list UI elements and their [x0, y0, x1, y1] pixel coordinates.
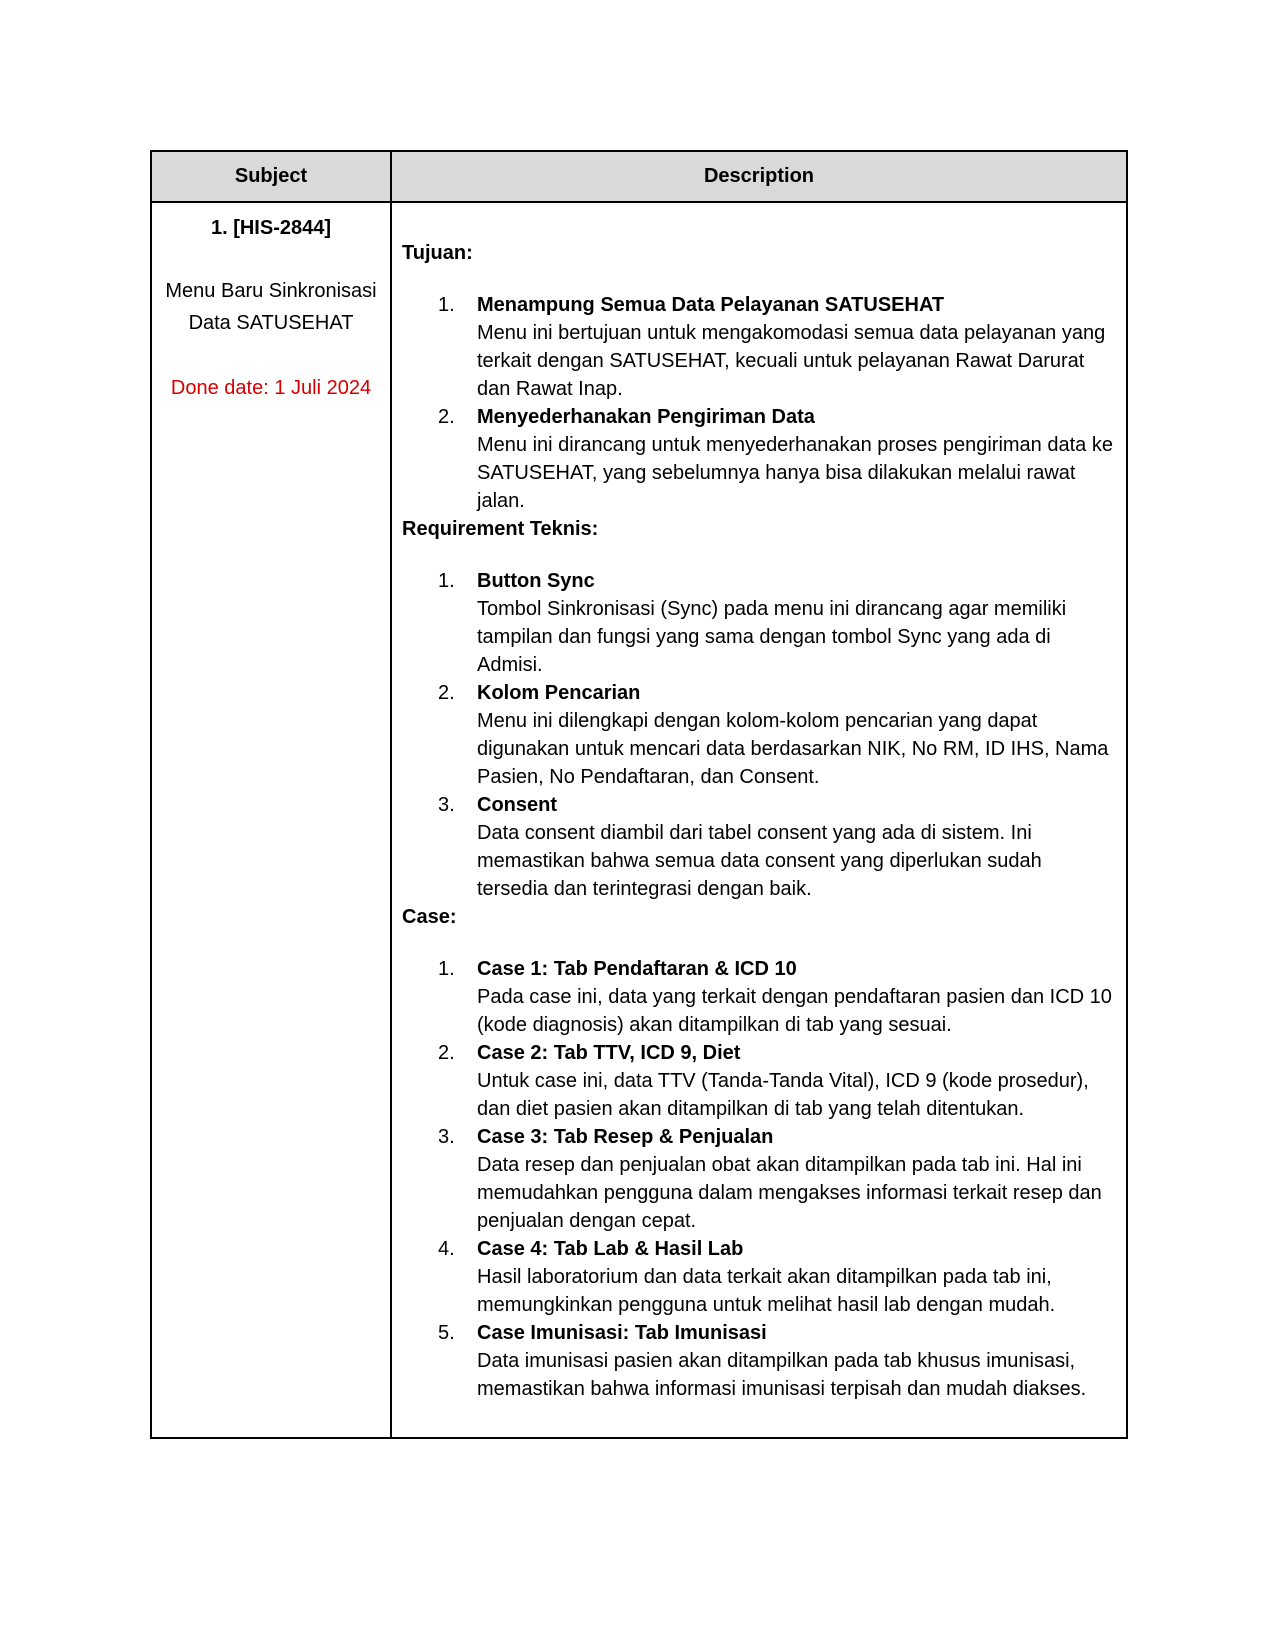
item-text: Hasil laboratorium dan data terkait akan ditampilkan pada tab ini, memungkinkan pengguna untuk melihat hasil lab dengan mudah. [477, 1266, 1056, 1316]
item-title: Consent [477, 794, 557, 816]
item-title: Menyederhanakan Pengiriman Data [477, 406, 815, 428]
item-title: Menampung Semua Data Pelayanan SATUSEHAT [477, 294, 945, 316]
item-title: Case 2: Tab TTV, ICD 9, Diet [477, 1042, 741, 1064]
list-item [402, 403, 1116, 515]
done-date: Done date: 1 Juli 2024 [170, 377, 372, 399]
item-title: Kolom Pencarian [477, 682, 641, 704]
item-number: 2. [438, 1042, 455, 1064]
item-number: 1. [438, 570, 455, 592]
change-table [150, 150, 1128, 1439]
ticket-id: 1. [HIS-2844] [210, 217, 332, 239]
list-item [402, 955, 1116, 1039]
section-case [402, 903, 1116, 1403]
item-title: Case 1: Tab Pendaftaran & ICD 10 [477, 958, 797, 980]
list-item [402, 1319, 1116, 1403]
section-tujuan [402, 239, 1116, 515]
item-number: 4. [438, 1238, 455, 1260]
subject-cell [151, 202, 391, 1438]
subject-column-header: Subject [151, 151, 391, 202]
tujuan-list [402, 291, 1116, 515]
item-text: Data resep dan penjualan obat akan ditampilkan pada tab ini. Hal ini memudahkan pengguna dalam mengakses informasi terkait resep dan penjualan dengan cepat. [477, 1154, 1102, 1232]
item-number: 1. [438, 958, 455, 980]
item-text: Menu ini bertujuan untuk mengakomodasi semua data pelayanan yang terkait dengan SATUSEHAT, kecuali untuk pelayanan Rawat Darurat dan Rawat Inap. [477, 322, 1106, 400]
list-item [402, 679, 1116, 791]
item-text: Data consent diambil dari tabel consent yang ada di sistem. Ini memastikan bahwa semua data consent yang diperlukan sudah tersedia dan terintegrasi dengan baik. [477, 822, 1042, 900]
item-number: 3. [438, 794, 455, 816]
item-title: Button Sync [477, 570, 595, 592]
list-item [402, 291, 1116, 403]
description-cell [391, 202, 1127, 1438]
item-title: Case 3: Tab Resep & Penjualan [477, 1126, 774, 1148]
item-title: Case 4: Tab Lab & Hasil Lab [477, 1238, 744, 1260]
list-item [402, 1123, 1116, 1235]
subject-title: Menu Baru Sinkronisasi Data SATUSEHAT [165, 280, 377, 334]
case-list [402, 955, 1116, 1403]
item-title: Case Imunisasi: Tab Imunisasi [477, 1322, 767, 1344]
item-text: Data imunisasi pasien akan ditampilkan pada tab khusus imunisasi, memastikan bahwa informasi imunisasi terpisah dan mudah diakses. [477, 1350, 1087, 1400]
section-heading: Tujuan: [402, 242, 473, 264]
section-requirement-teknis [402, 515, 1116, 903]
item-number: 2. [438, 406, 455, 428]
item-number: 3. [438, 1126, 455, 1148]
item-number: 1. [438, 294, 455, 316]
list-item [402, 1039, 1116, 1123]
item-text: Tombol Sinkronisasi (Sync) pada menu ini dirancang agar memiliki tampilan dan fungsi yang sama dengan tombol Sync yang ada di Admisi. [477, 598, 1067, 676]
table-row [151, 202, 1127, 1438]
item-text: Menu ini dilengkapi dengan kolom-kolom pencarian yang dapat digunakan untuk mencari data berdasarkan NIK, No RM, ID IHS, Nama Pasien, No Pendaftaran, dan Consent. [477, 710, 1109, 788]
section-heading: Requirement Teknis: [402, 518, 599, 540]
list-item [402, 1235, 1116, 1319]
item-number: 5. [438, 1322, 455, 1344]
section-heading: Case: [402, 906, 457, 928]
item-text: Menu ini dirancang untuk menyederhanakan proses pengiriman data ke SATUSEHAT, yang sebelumnya hanya bisa dilakukan melalui rawat jalan. [477, 434, 1113, 512]
list-item [402, 567, 1116, 679]
table-header-row [151, 151, 1127, 202]
requirement-list [402, 567, 1116, 903]
item-number: 2. [438, 682, 455, 704]
item-text: Untuk case ini, data TTV (Tanda-Tanda Vital), ICD 9 (kode prosedur), dan diet pasien akan ditampilkan di tab yang telah ditentukan. [477, 1070, 1089, 1120]
list-item [402, 791, 1116, 903]
item-text: Pada case ini, data yang terkait dengan pendaftaran pasien dan ICD 10 (kode diagnosis) akan ditampilkan di tab yang sesuai. [477, 986, 1112, 1036]
description-column-header: Description [391, 151, 1127, 202]
